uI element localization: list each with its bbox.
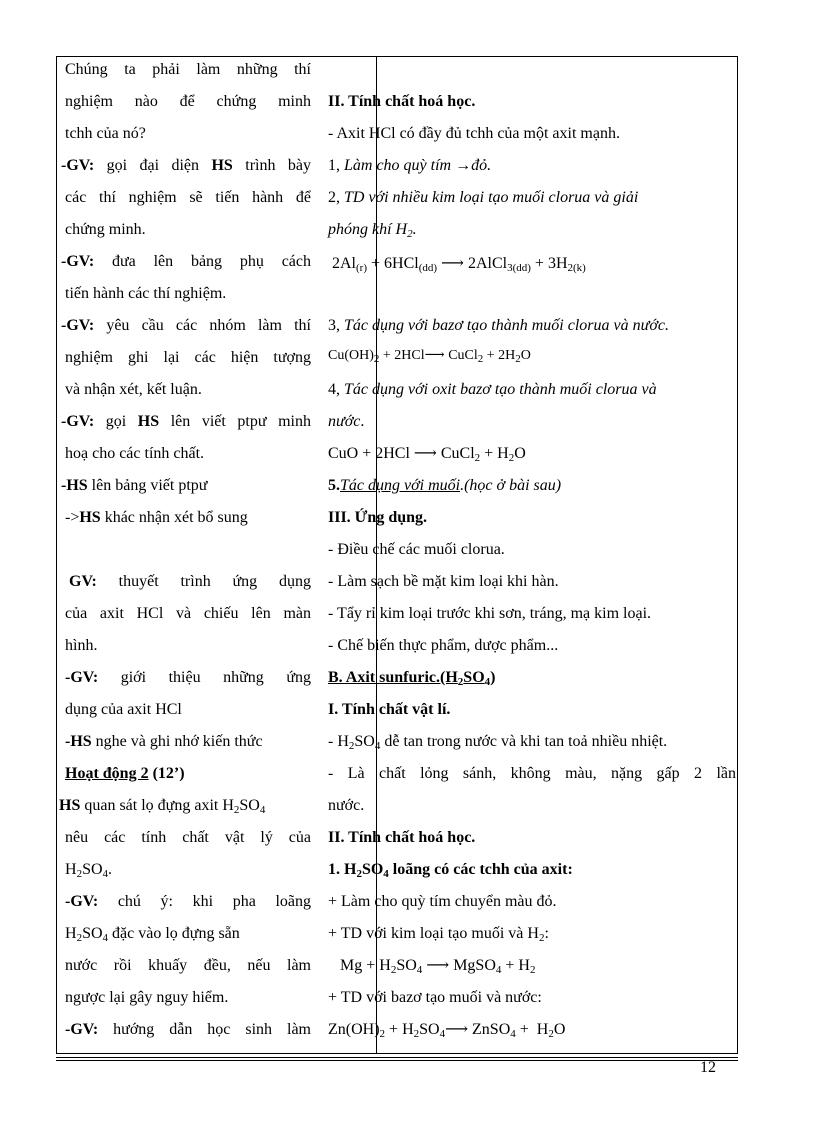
right-line: - Chế biến thực phẩm, dược phẩm... [328, 637, 559, 654]
section-heading: I. Tính chất vật lí. [328, 701, 451, 718]
arrow-icon: ⟶ [413, 445, 437, 462]
left-line: -GV: chú ý: khi pha loãng [65, 893, 311, 910]
left-line: ->HS khác nhận xét bổ sung [65, 509, 248, 526]
left-line: nêu các tính chất vật lý của [65, 829, 311, 846]
left-line: và nhận xét, kết luận. [65, 381, 202, 398]
left-line: $H_2SO_4$. [65, 861, 113, 880]
arrow-icon: ⟶ [441, 255, 464, 272]
right-line: + Làm cho quỳ tím chuyển màu đỏ. [328, 893, 557, 910]
right-line: 3, Tác dụng với bazơ tạo thành muối clorua và nước. [328, 317, 669, 334]
left-line: GV: thuyết trình ứng dụng [69, 573, 311, 590]
left-line: -GV: yêu cầu các nhóm làm thí [61, 317, 311, 334]
equation: CuO + 2HCl ⟶ CuCl$_2$ + $H_2O$ [328, 445, 526, 464]
page-number: 12 [700, 1059, 716, 1076]
left-line: hoạ cho các tính chất. [65, 445, 205, 462]
left-line: của axit HCl và chiếu lên màn [65, 605, 311, 622]
right-line: 1, Làm cho quỳ tím →đỏ. [328, 155, 491, 177]
left-line: chứng minh. [65, 221, 146, 238]
left-line: dụng của axit HCl [65, 701, 182, 718]
left-line: $H_2SO_4$ đặc vào lọ đựng sẵn [65, 925, 240, 944]
right-line: - Tẩy rỉ kim loại trước khi sơn, tráng, mạ kim loại. [328, 605, 652, 622]
right-line: + TD với bazơ tạo muối và nước: [328, 989, 542, 1006]
left-line: Chúng ta phải làm những thí [65, 61, 311, 78]
right-line: nước. [328, 413, 365, 430]
section-heading: II. Tính chất hoá học. [328, 829, 476, 846]
right-line: - $H_2SO_4$ dễ tan trong nước và khi tan toả nhiều nhiệt. [328, 733, 668, 752]
left-line: -HS nghe và ghi nhớ kiến thức [65, 733, 263, 750]
left-line: -GV: gọi HS lên viết ptpư minh [61, 413, 311, 430]
footer-rule [56, 1060, 738, 1061]
right-line: - Làm sạch bề mặt kim loại khi hàn. [328, 573, 559, 590]
left-line: -GV: đưa lên bảng phụ cách [61, 253, 311, 270]
right-line: 5.Tác dụng với muối.(học ở bài sau) [328, 477, 562, 494]
section-heading: B. Axit $sunfuric.(H_2SO_4)$ [328, 669, 496, 688]
right-line: - Điều chế các muối clorua. [328, 541, 505, 558]
left-line: nước rồi khuấy đều, nếu làm [65, 957, 311, 974]
right-line: 4, Tác dụng với oxit bazơ tạo thành muối clorua và [328, 381, 657, 398]
right-line: - Axit HCl có đầy đủ tchh của một axit mạnh. [328, 125, 620, 142]
equation: $Mg + H_2SO_4$ ⟶ MgSO$_4$ + $H_2$ [340, 957, 536, 976]
footer-rule [56, 1057, 738, 1058]
left-line: nghiệm nào để chứng minh [65, 93, 311, 110]
equation: $Cu(OH)_2$ + 2HCl⟶ CuCl$_2$ + $2H_2O$ [328, 348, 531, 365]
arrow-icon: → [455, 157, 472, 174]
right-line: phóng khí $H_2$. [328, 221, 417, 240]
arrow-icon: ⟶ [445, 1021, 469, 1038]
left-line: -GV: giới thiệu những ứng [65, 669, 311, 686]
left-line: tiến hành các thí nghiệm. [65, 285, 227, 302]
left-line: các thí nghiệm sẽ tiến hành để [65, 189, 311, 206]
left-line: -GV: gọi đại diện HS trình bày [61, 157, 311, 174]
left-line: tchh của nó? [65, 125, 146, 142]
right-line: + TD với kim loại tạo muối và $H_2$: [328, 925, 549, 944]
left-line: nghiệm ghi lại các hiện tượng [65, 349, 311, 366]
left-line: HS quan sát lọ đựng axit $H_2SO_4$ [59, 797, 266, 816]
left-line: -HS lên bảng viết ptpư [61, 477, 208, 494]
section-heading: 1. $H_2SO_4$ loãng có các tchh của axit: [328, 861, 573, 880]
section-heading: III. Ứng dụng. [328, 509, 428, 526]
lesson-table [56, 56, 738, 1054]
section-heading: II. Tính chất hoá học. [328, 93, 476, 110]
right-line: nước. [328, 797, 365, 814]
left-line: -GV: hướng dẫn học sinh làm [65, 1021, 311, 1038]
right-line: - Là chất lỏng sánh, không màu, nặng gấp 2 lần [328, 765, 736, 782]
arrow-icon: ⟶ [426, 957, 450, 974]
arrow-icon: ⟶ [424, 348, 445, 363]
equation: $2Al_{(r)} + 6HCl_{(dd)}$ ⟶ 2AlCl$_{3(dd)}$ + $3H_{2(k)}$ [332, 255, 586, 274]
right-line: 2, TD với nhiều kim loại tạo muối clorua và giải [328, 189, 639, 206]
activity-2-heading: Hoạt động 2 (12’) [65, 765, 185, 782]
left-line: hình. [65, 637, 98, 654]
left-line: ngược lại gây nguy hiểm. [65, 989, 229, 1006]
equation: $Zn(OH)_2$ + $H_2SO_4⟶$ ZnSO$_4$ + $H_2O$ [328, 1021, 566, 1040]
